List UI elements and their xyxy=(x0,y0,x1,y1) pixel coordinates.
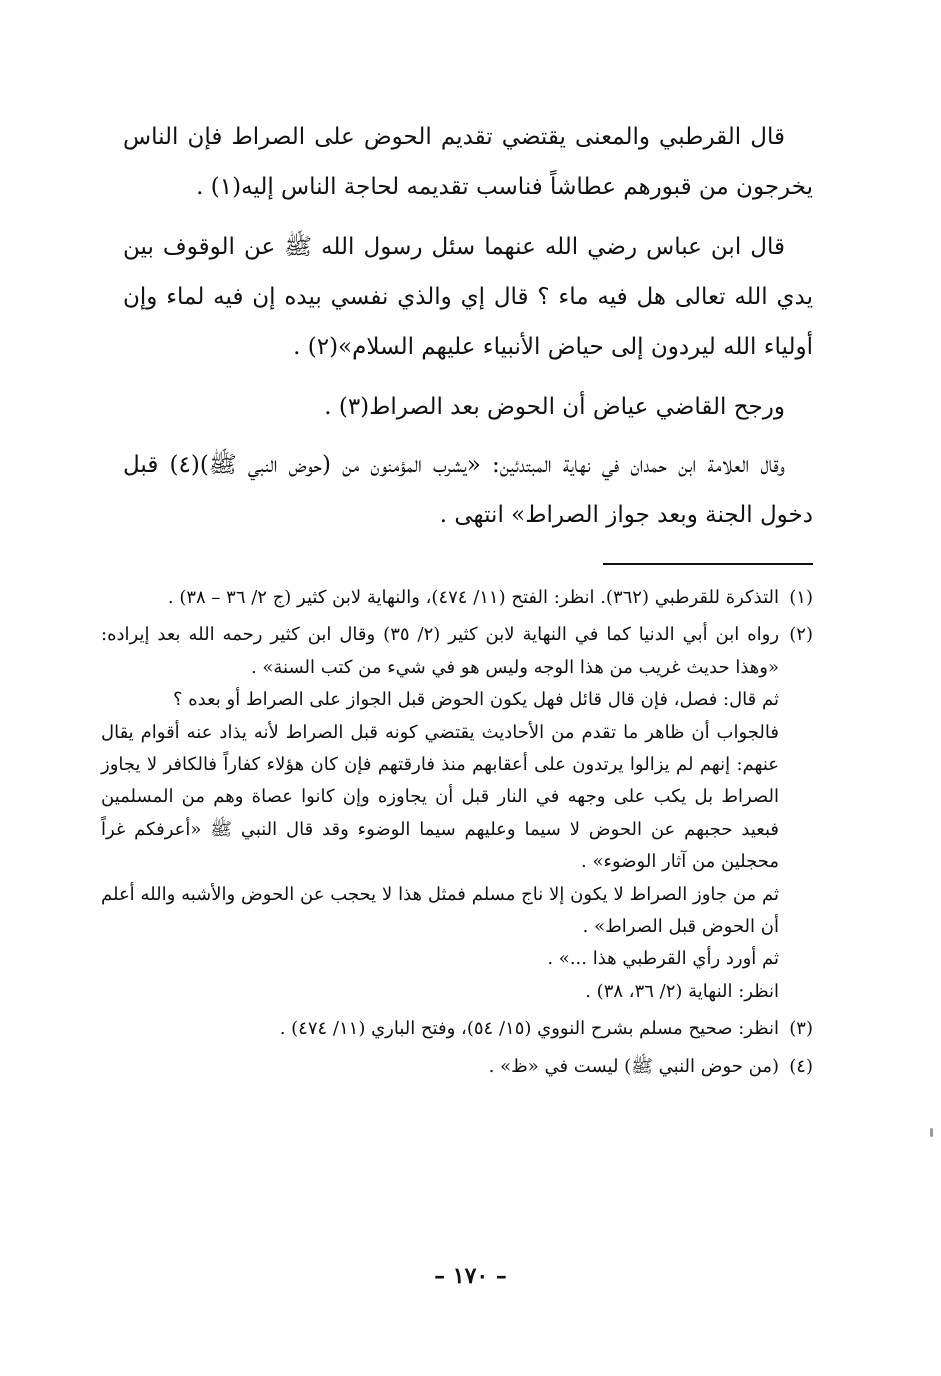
footnote-number: (١) xyxy=(789,587,813,608)
footnote-text: ثم أورد رأي القرطبي هذا ...» . xyxy=(547,948,779,970)
footnotes xyxy=(101,582,813,1088)
footnote-text: انظر: صحيح مسلم بشرح النووي (١٥/ ٥٤)، وفتح الباري (١١/ ٤٧٤) . xyxy=(279,1018,779,1040)
footnote-number: (٢) xyxy=(789,624,813,646)
footnote-text: ثم من جاوز الصراط لا يكون إلا ناج مسلم فمثل هذا لا يحجب عن الحوض والأشبه والله أعلم أن الحوض قبل الصراط» . xyxy=(101,883,779,938)
footnote-2 xyxy=(101,619,813,1008)
footnote-number: (٤) xyxy=(789,1055,813,1077)
footnote-1 xyxy=(101,582,813,614)
footnote-text: ثم قال: فصل، فإن قال قائل فهل يكون الحوض قبل الجواز على الصراط أو بعده ؟ xyxy=(172,689,779,711)
main-text xyxy=(123,112,813,550)
footnote-text: رواه ابن أبي الدنيا كما في النهاية لابن كثير (٢/ ٣٥) وقال ابن كثير رحمه الله بعد إيراده: «وهذا حديث غريب من هذا الوجه وليس هو في شيء من كتب السنة» . xyxy=(101,624,780,678)
scan-speck xyxy=(930,1128,933,1137)
paragraph-1: قال القرطبي والمعنى يقتضي تقديم الحوض على الصراط فإن الناس يخرجون من قبورهم عطاشاً فناسب تقديمه لحاجة الناس إليه(١) . xyxy=(123,124,813,200)
footnote-3 xyxy=(101,1013,813,1045)
paragraph-4: وقال العلامة ابن حمدان في نهاية المبتدئين: «يشرب المؤمنون من (حوض النبي ﷺ)(٤) قبل دخول الجنة وبعد جواز الصراط» انتهى . xyxy=(123,452,813,528)
footnote-text: انظر: النهاية (٢/ ٣٦، ٣٨) . xyxy=(585,980,779,1002)
paragraph-3: ورجح القاضي عياض أن الحوض بعد الصراط(٣) . xyxy=(324,394,785,420)
footnote-text: فالجواب أن ظاهر ما تقدم من الأحاديث يقتضي كونه قبل الصراط لأنه يذاد عنه أقوام يقال عنهم: إنهم لم يزالوا يرتدون على أعقابهم منذ فارقتهم فإن كان هؤلاء كفاراً فالكافر لا يجاوز الصراط بل يكب على وجهه في النار قبل أن يجاوزه وإن كانوا عصاة وهم من المسلمين فبعيد حجبهم عن الحوض لا سيما وعليهم سيما الوضوء وقد قال النبي ﷺ «أعرفكم غراً محجلين من آثار الوضوء» . xyxy=(101,721,779,873)
footnote-text: التذكرة للقرطبي (٣٦٢). انظر: الفتح (١١/ ٤٧٤)، والنهاية لابن كثير (ج ٢/ ٣٦ – ٣٨) . xyxy=(167,587,779,608)
footnote-number: (٣) xyxy=(789,1018,813,1040)
footnote-4 xyxy=(101,1051,813,1083)
paragraph-2: قال ابن عباس رضي الله عنهما سئل رسول الله ﷺ عن الوقوف بين يدي الله تعالى هل فيه ماء ؟ قال إي والذي نفسي بيده إن فيه لماء وإن أولياء الله ليردون إلى حياض الأنبياء عليهم السلام»(٢) . xyxy=(123,234,813,360)
footnote-text: (من حوض النبي ﷺ) ليست في «ظ» . xyxy=(488,1055,779,1077)
page-number: – ١٧٠ – xyxy=(434,1263,507,1289)
footnote-separator xyxy=(603,563,813,565)
